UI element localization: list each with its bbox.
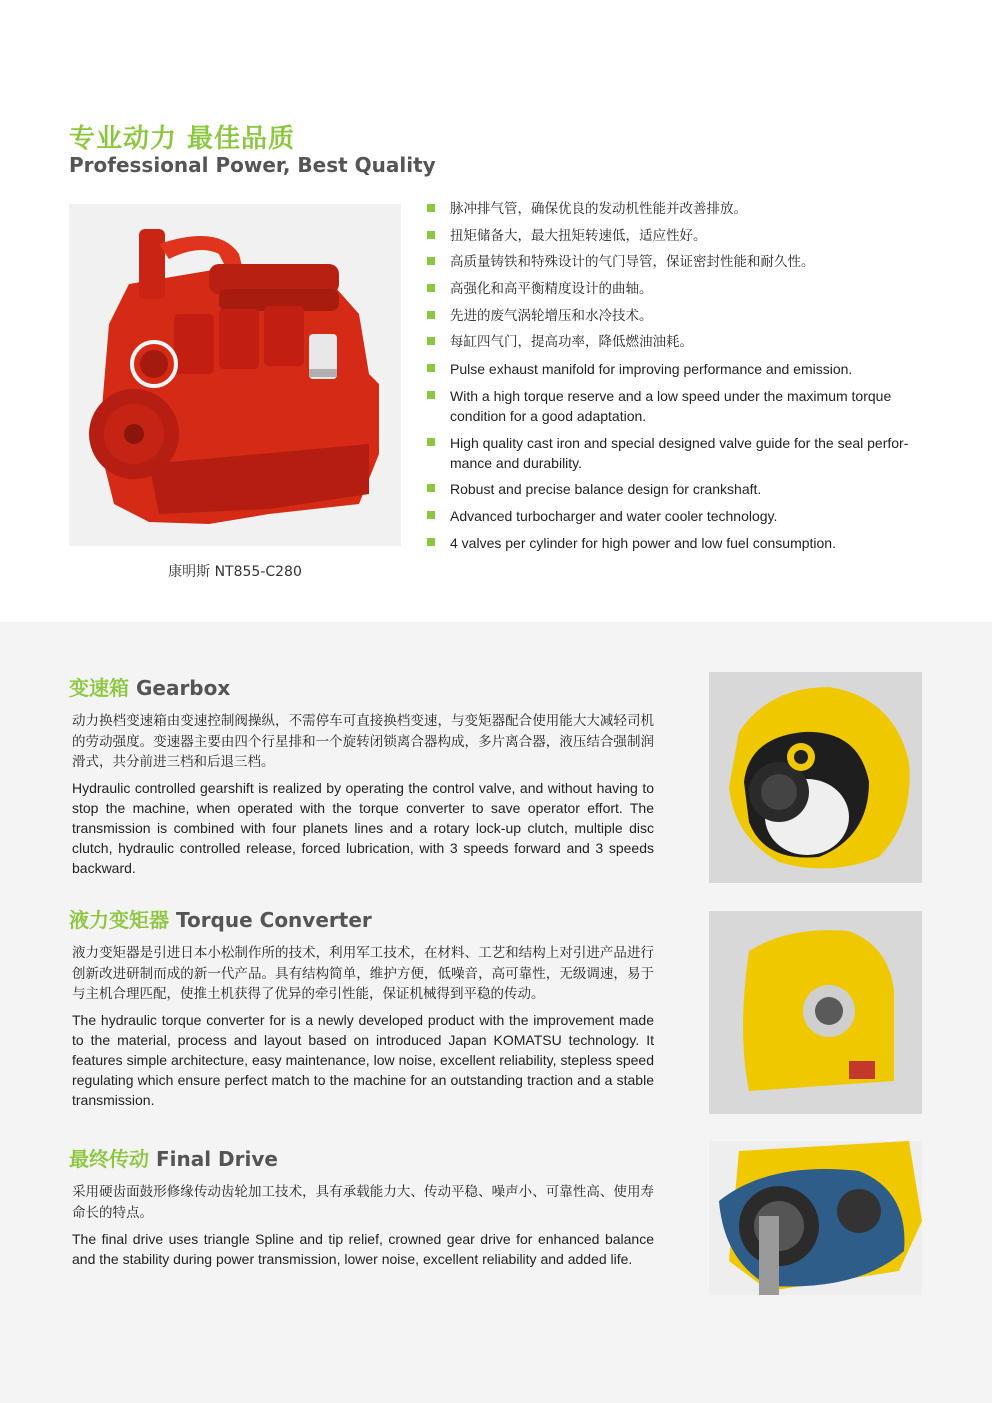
- final-drive-image: [709, 1141, 922, 1295]
- converter-illustration: [709, 911, 922, 1114]
- engine-features-list: [426, 199, 936, 559]
- engine-caption: 康明斯 NT855-C280: [168, 564, 302, 580]
- gearbox-image: [709, 672, 922, 883]
- list-item: 扭矩储备大，最大扭矩转速低，适应性好。: [426, 226, 936, 246]
- final-drive-text-cn: 采用硬齿面鼓形修缘传动齿轮加工技术，具有承载能力大、传动平稳、噪声小、可靠性高、使用寿命长的特点。: [72, 1184, 654, 1221]
- list-item: 先进的废气涡轮增压和水冷技术。: [426, 306, 936, 326]
- bullet-square-icon: [427, 484, 435, 492]
- list-item: 脉冲排气管，确保优良的发动机性能并改善排放。: [426, 199, 936, 219]
- bullet-square-icon: [427, 204, 435, 212]
- gearbox-text-en: Hydraulic controlled gearshift is realized by operating the control valve, and without having to stop the machine, when operated with the torque converter to save operator effort. The transmission is combined with four planets lines and a rotary lock-up clutch, multiple disc clutch, hydraulic controlled release, forced lubrication, with 3 speeds forward and 3 speeds backward.: [72, 780, 654, 876]
- converter-title: 液力变矩器 Torque Converter: [69, 908, 372, 932]
- list-item: 4 valves per cylinder for high power and low fuel consumption.: [426, 533, 936, 553]
- list-item: 高强化和高平衡精度设计的曲轴。: [426, 279, 936, 299]
- list-item: 高质量铸铁和特殊设计的气门导管，保证密封性能和耐久性。: [426, 252, 936, 272]
- final-drive-text-en: The final drive uses triangle Spline and tip relief, crowned gear drive for enhanced balance and the stability during power transmission, lower noise, excellent reliability and added life.: [72, 1231, 654, 1267]
- bullet-square-icon: [427, 538, 435, 546]
- list-item: Advanced turbocharger and water cooler technology.: [426, 506, 936, 526]
- bullet-square-icon: [427, 511, 435, 519]
- engine-image: [69, 204, 401, 546]
- page-title-cn: 专业动力 最佳品质: [69, 124, 296, 154]
- engine-illustration: [69, 204, 401, 546]
- final-drive-title: 最终传动 Final Drive: [69, 1147, 278, 1171]
- final-drive-illustration: [709, 1141, 922, 1295]
- gearbox-title: 变速箱 Gearbox: [69, 676, 231, 700]
- bullet-square-icon: [427, 364, 435, 372]
- converter-image: [709, 911, 922, 1114]
- bullet-square-icon: [427, 284, 435, 292]
- bullet-square-icon: [427, 231, 435, 239]
- list-item: High quality cast iron and special designed valve guide for the seal perfor-mance and durability.: [426, 433, 936, 473]
- page-title-en: Professional Power, Best Quality: [69, 153, 436, 177]
- converter-text-en: The hydraulic torque converter for is a newly developed product with the improvement made to the material, process and layout based on introduced Japan KOMATSU technology. It features simple architecture, easy maintenance, low noise, excellent reliability, stepless speed regulating which ensure perfect match to the machine for an outstanding traction and a stable transmission.: [72, 1012, 654, 1108]
- list-item: Robust and precise balance design for crankshaft.: [426, 479, 936, 499]
- bullet-square-icon: [427, 257, 435, 265]
- converter-text-cn: 液力变矩器是引进日本小松制作所的技术，利用军工技术，在材料、工艺和结构上对引进产品进行创新改进研制而成的新一代产品。具有结构简单，维护方便，低噪音，高可靠性，无级调速，易于与主机合理匹配，使推土机获得了优异的牵引性能，保证机械得到平稳的传动。: [72, 945, 654, 1002]
- bullet-square-icon: [427, 438, 435, 446]
- bullet-square-icon: [427, 391, 435, 399]
- bullet-square-icon: [427, 311, 435, 319]
- gearbox-illustration: [709, 672, 922, 883]
- list-item: With a high torque reserve and a low speed under the maximum torque condition for a good adaptation.: [426, 386, 936, 426]
- list-item: 每缸四气门，提高功率，降低燃油油耗。: [426, 332, 936, 352]
- gearbox-text-cn: 动力换档变速箱由变速控制阀操纵，不需停车可直接换档变速，与变矩器配合使用能大大减轻司机的劳动强度。变速器主要由四个行星排和一个旋转闭锁离合器构成，多片离合器，液压结合强制润滑式，共分前进三档和后退三档。: [72, 713, 654, 770]
- list-item: Pulse exhaust manifold for improving performance and emission.: [426, 359, 936, 379]
- bullet-square-icon: [427, 337, 435, 345]
